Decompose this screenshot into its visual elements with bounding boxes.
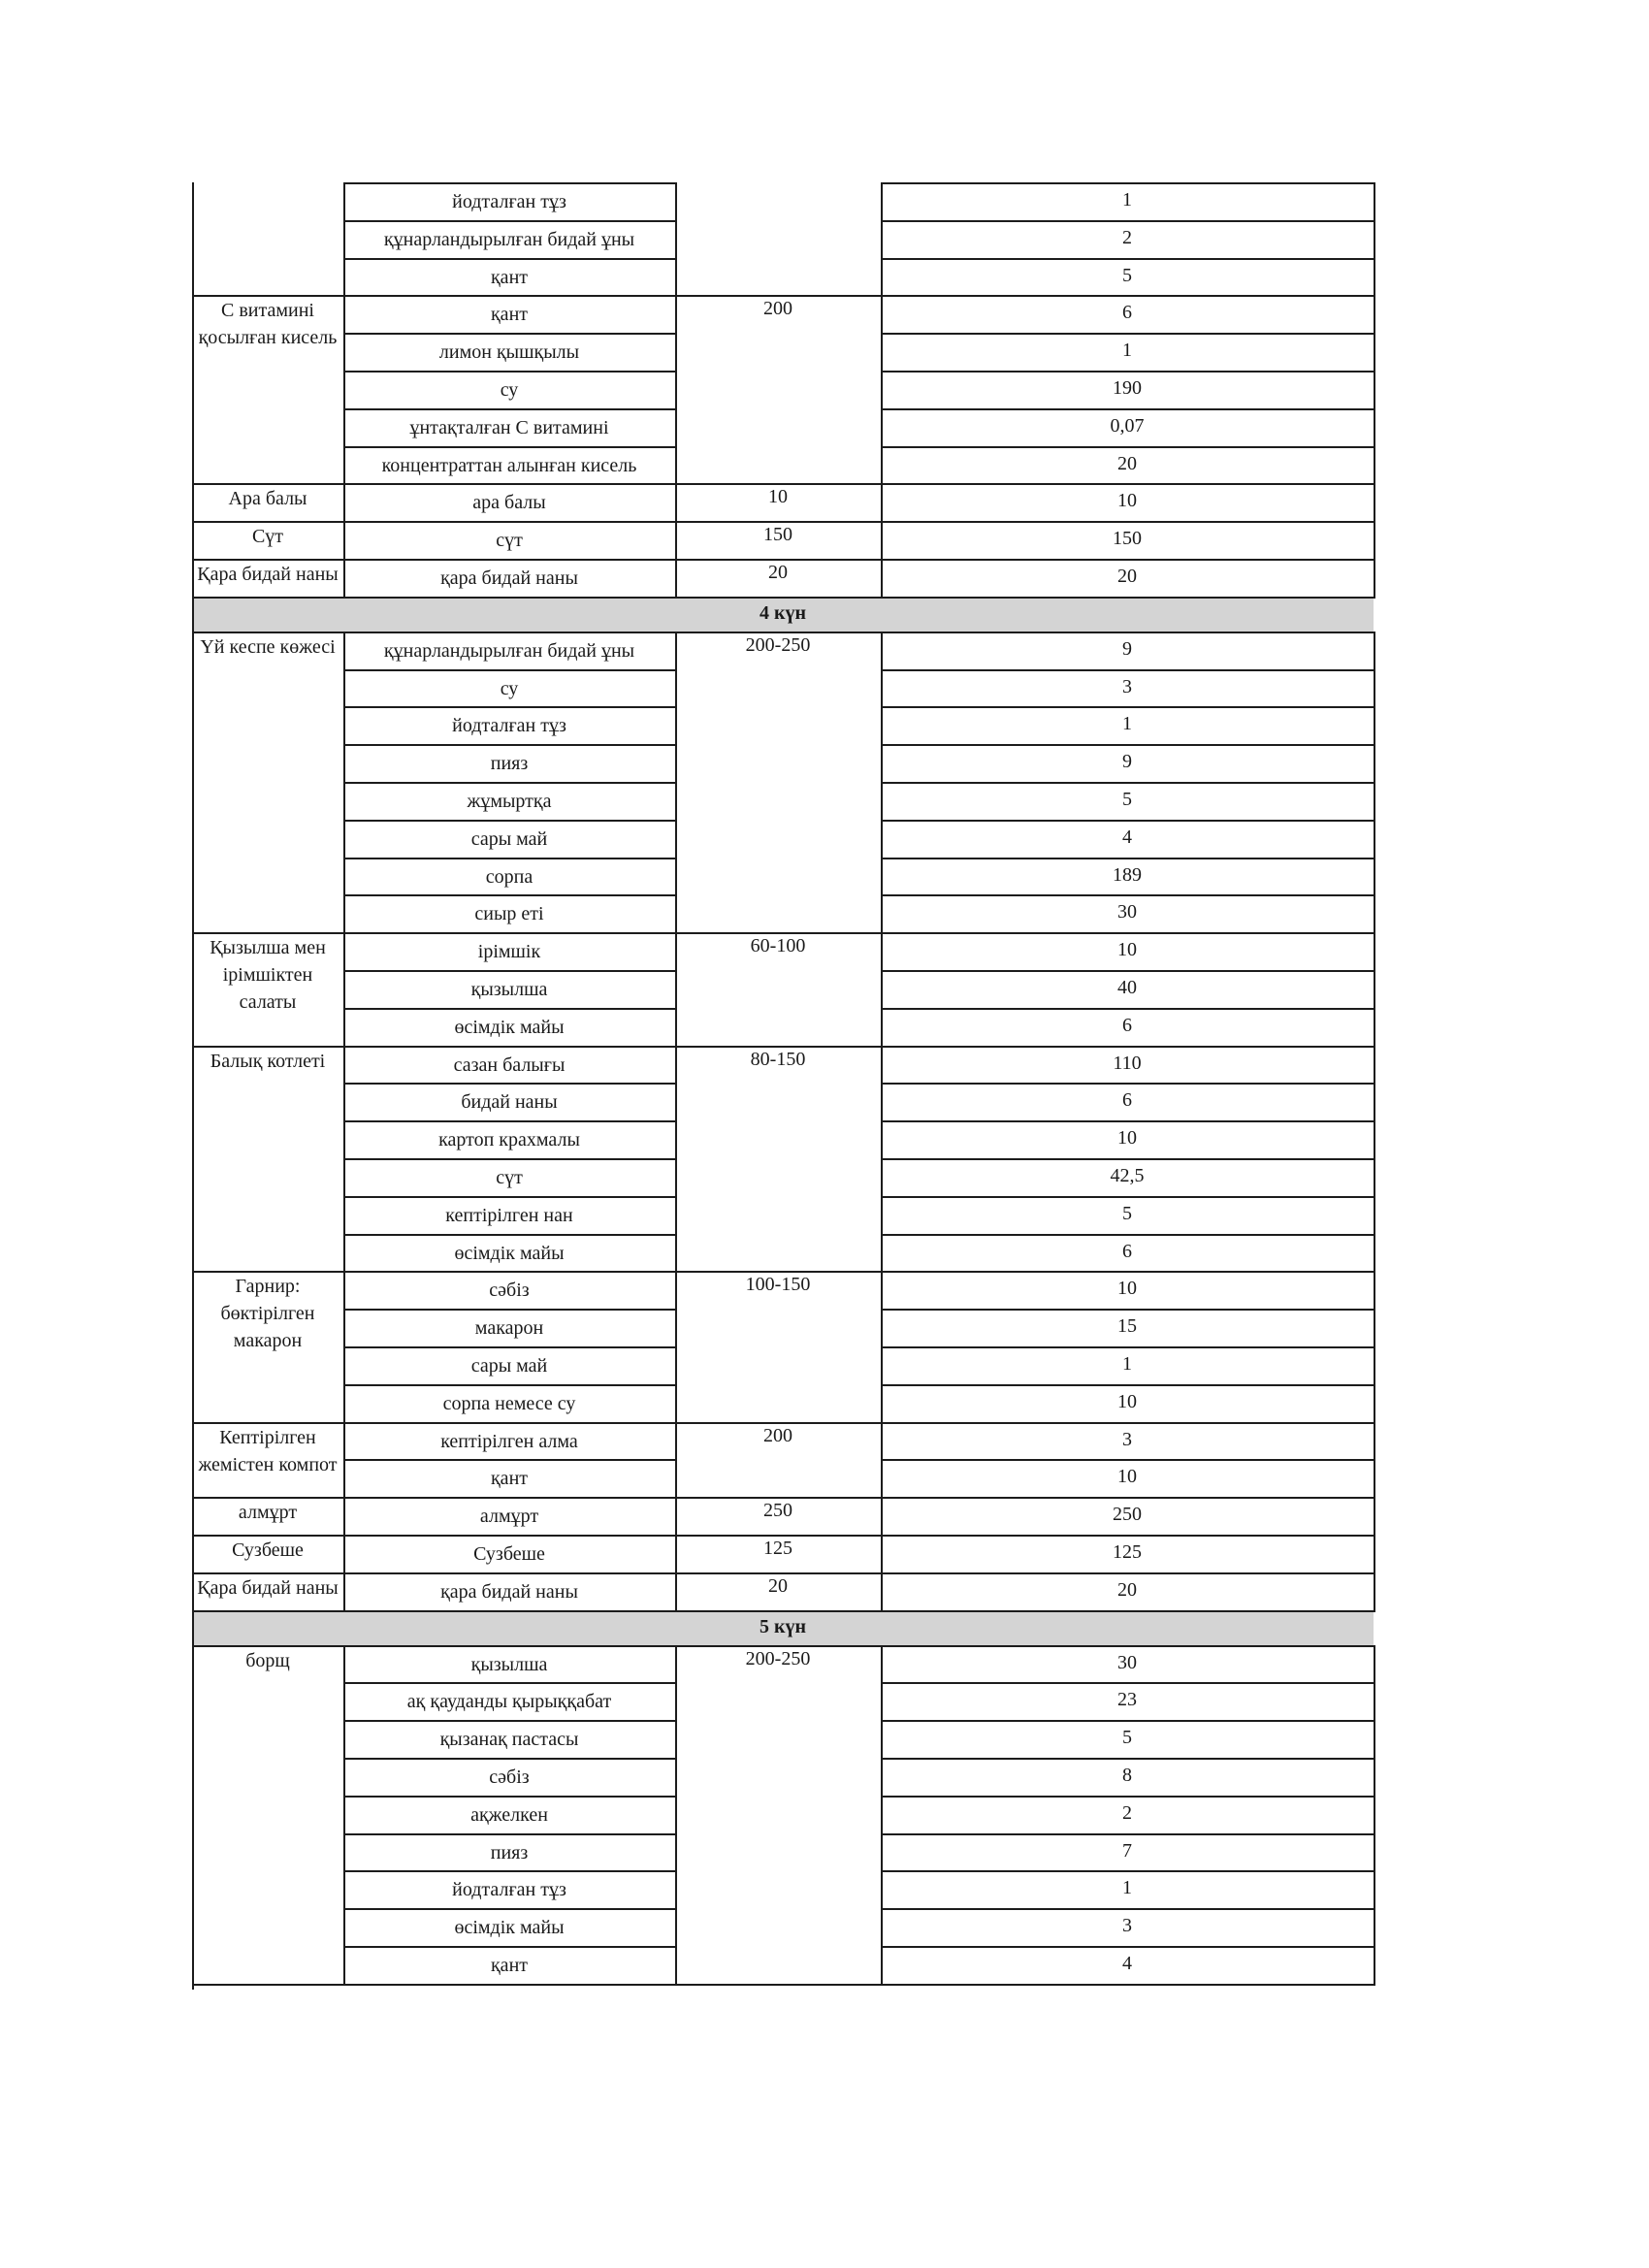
ingredient-cell-border (343, 744, 677, 746)
amount-cell-border (881, 1234, 1375, 1236)
ingredient-cell-border (343, 932, 677, 934)
ingredient-amount: 4 (1122, 1953, 1132, 1974)
amount-cell-border (881, 1833, 1375, 1835)
amount-left-border (881, 182, 883, 297)
amount-left-border (881, 1535, 883, 1574)
ingredient-amount: 8 (1122, 1765, 1132, 1786)
ingredient-left-border (343, 182, 345, 297)
dish-portion: 125 (763, 1538, 792, 1559)
ingredient-cell-border (343, 1720, 677, 1722)
ingredient-name: кептірілген алма (440, 1430, 578, 1452)
ingredient-name: қант (490, 266, 529, 288)
ingredient-cell-border (343, 1535, 677, 1537)
ingredient-cell-border (343, 1758, 677, 1760)
ingredient-amount: 6 (1122, 302, 1132, 324)
ingredient-name: сорпа немесе су (442, 1392, 576, 1414)
ingredient-amount: 10 (1117, 1390, 1137, 1412)
ingredient-amount: 1 (1122, 340, 1132, 362)
ingredient-amount: 1 (1122, 1877, 1132, 1899)
amount-cell-border (881, 1720, 1375, 1722)
ingredient-name: сазан балығы (453, 1053, 566, 1076)
ingredient-amount: 9 (1122, 637, 1132, 660)
ingredient-amount: 6 (1122, 1014, 1132, 1036)
ingredient-cell-border (343, 1497, 677, 1499)
ingredient-cell-border (343, 1083, 677, 1085)
ingredient-cell-border (343, 858, 677, 859)
ingredient-left-border (343, 1535, 345, 1574)
amount-right-border (1374, 295, 1375, 485)
ingredient-amount: 5 (1122, 1202, 1132, 1224)
ingredient-cell-border (343, 483, 677, 485)
dish-portion: 150 (763, 524, 792, 546)
ingredient-cell-border (343, 220, 677, 222)
ingredient-left-border (343, 1572, 345, 1612)
ingredient-right-border (675, 1422, 677, 1500)
ingredient-cell-border (343, 521, 677, 523)
amount-cell-border (881, 932, 1375, 934)
amount-cell-border (881, 1758, 1375, 1760)
dish-name: Сузбеше (232, 1539, 304, 1561)
amount-cell-border (881, 1083, 1375, 1085)
dish-portion: 200-250 (745, 1647, 811, 1669)
ingredient-amount: 150 (1113, 528, 1142, 550)
ingredient-left-border (343, 1422, 345, 1500)
ingredient-amount: 1 (1122, 189, 1132, 211)
dish-name: Қызылша мен ірімшіктен салаты (210, 937, 326, 1014)
day-band-top-border (192, 1610, 1375, 1612)
amount-cell-border (881, 446, 1375, 448)
amount-left-border (881, 932, 883, 1047)
ingredient-name: өсімдік майы (454, 1016, 565, 1038)
ingredient-amount: 2 (1122, 1801, 1132, 1824)
ingredient-name: өсімдік майы (454, 1242, 565, 1264)
ingredient-amount: 1 (1122, 713, 1132, 735)
ingredient-cell-border (343, 1008, 677, 1010)
dish-portion: 200-250 (745, 633, 811, 656)
amount-cell-border (881, 632, 1375, 633)
ingredient-cell-border (343, 820, 677, 822)
dish-portion: 200 (763, 1424, 792, 1446)
ingredient-cell-border (343, 970, 677, 972)
amount-cell-border (881, 1120, 1375, 1122)
ingredient-left-border (343, 483, 345, 523)
ingredient-amount: 20 (1117, 566, 1137, 587)
ingredient-name: қант (490, 304, 529, 326)
amount-cell-border (881, 408, 1375, 410)
ingredient-right-border (675, 521, 677, 561)
ingredient-name: қант (490, 1468, 529, 1490)
dish-name: Кептірілген жемістен компот (198, 1426, 338, 1475)
ingredient-amount: 10 (1117, 1466, 1137, 1488)
dish-name: алмұрт (238, 1502, 298, 1524)
ingredient-amount: 20 (1117, 452, 1137, 474)
ingredient-amount: 10 (1117, 1127, 1137, 1150)
amount-cell-border (881, 1046, 1375, 1048)
ingredient-cell-border (343, 295, 677, 297)
amount-cell-border (881, 1946, 1375, 1948)
ingredient-cell-border (343, 1870, 677, 1872)
ingredient-name: қара бидай наны (440, 567, 578, 589)
ingredient-cell-border (343, 632, 677, 633)
ingredient-right-border (675, 483, 677, 523)
ingredient-name: ірімшік (477, 941, 541, 963)
day-band-top-border (192, 597, 1375, 599)
amount-left-border (881, 1497, 883, 1537)
ingredient-amount: 23 (1117, 1689, 1137, 1711)
amount-left-border (881, 632, 883, 934)
amount-right-border (1374, 1572, 1375, 1612)
ingredient-name: алмұрт (479, 1506, 539, 1528)
amount-left-border (881, 1572, 883, 1612)
dish-portion: 100-150 (745, 1274, 811, 1296)
amount-right-border (1374, 559, 1375, 599)
day-label: 5 күн (759, 1615, 807, 1637)
amount-cell-border (881, 1682, 1375, 1684)
ingredient-amount: 40 (1117, 977, 1137, 998)
dish-name: борщ (245, 1649, 290, 1671)
ingredient-cell-border (343, 706, 677, 708)
ingredient-name: йодталған тұз (452, 1879, 566, 1901)
ingredient-name: картоп крахмалы (438, 1129, 580, 1151)
amount-cell-border (881, 1196, 1375, 1198)
ingredient-left-border (343, 295, 345, 485)
amount-cell-border (881, 706, 1375, 708)
ingredient-amount: 10 (1117, 490, 1137, 512)
amount-cell-border (881, 1870, 1375, 1872)
portion-cell-border (675, 1984, 881, 1986)
dish-name: Үй кеспе көжесі (200, 635, 336, 658)
ingredient-cell-border (343, 371, 677, 373)
amount-right-border (1374, 632, 1375, 934)
ingredient-cell-border (343, 1309, 677, 1311)
amount-cell-border (881, 1572, 1375, 1574)
ingredient-amount: 7 (1122, 1839, 1132, 1862)
amount-cell-border (881, 970, 1375, 972)
ingredient-cell-border (343, 408, 677, 410)
ingredient-amount: 125 (1113, 1541, 1142, 1563)
ingredient-right-border (675, 182, 677, 297)
amount-right-border (1374, 1497, 1375, 1537)
amount-cell-border (881, 220, 1375, 222)
ingredient-name: сорпа (485, 865, 534, 888)
dish-cell-border (192, 1984, 343, 1986)
amount-cell-border (881, 1497, 1375, 1499)
amount-cell-border (881, 782, 1375, 784)
ingredient-cell-border (343, 1682, 677, 1684)
amount-cell-border (881, 1984, 1375, 1986)
amount-cell-border (881, 258, 1375, 260)
ingredient-name: ақ қауданды қырыққабат (406, 1691, 612, 1713)
ingredient-cell-border (343, 1645, 677, 1647)
amount-cell-border (881, 1422, 1375, 1424)
amount-right-border (1374, 932, 1375, 1047)
ingredient-right-border (675, 932, 677, 1047)
ingredient-cell-border (343, 1046, 677, 1048)
amount-cell-border (881, 559, 1375, 561)
amount-right-border (1374, 1422, 1375, 1500)
ingredient-name: сәбіз (489, 1280, 530, 1302)
ingredient-amount: 5 (1122, 789, 1132, 810)
amount-cell-border (881, 1908, 1375, 1910)
dish-name: Ара балы (228, 488, 307, 510)
ingredient-cell-border (343, 1946, 677, 1948)
ingredient-cell-border (343, 669, 677, 671)
amount-cell-border (881, 295, 1375, 297)
ingredient-name: су (500, 677, 519, 699)
ingredient-cell-border (343, 559, 677, 561)
ingredient-right-border (675, 559, 677, 599)
ingredient-name: лимон қышқылы (438, 341, 580, 364)
amount-cell-border (881, 1535, 1375, 1537)
ingredient-cell-border (343, 782, 677, 784)
ingredient-cell-border (343, 1459, 677, 1461)
ingredient-amount: 250 (1113, 1504, 1142, 1526)
ingredient-name: макарон (474, 1317, 544, 1340)
ingredient-cell-border (343, 1572, 677, 1574)
ingredient-amount: 10 (1117, 939, 1137, 961)
amount-right-border (1374, 1645, 1375, 1986)
amount-cell-border (881, 333, 1375, 335)
ingredient-cell-border (343, 1234, 677, 1236)
amount-cell-border (881, 521, 1375, 523)
ingredient-amount: 5 (1122, 1727, 1132, 1749)
table-left-border (192, 182, 194, 1990)
ingredient-name: сүт (496, 1167, 523, 1188)
amount-left-border (881, 483, 883, 523)
ingredient-name: бидай наны (461, 1091, 558, 1114)
ingredient-left-border (343, 559, 345, 599)
ingredient-name: сәбіз (489, 1766, 530, 1788)
amount-cell-border (881, 1309, 1375, 1311)
ingredient-cell-border (343, 1120, 677, 1122)
amount-cell-border (881, 1346, 1375, 1348)
dish-portion: 10 (768, 486, 788, 508)
ingredient-amount: 10 (1117, 1278, 1137, 1300)
ingredient-cell-border (343, 446, 677, 448)
ingredient-right-border (675, 295, 677, 485)
amount-left-border (881, 1271, 883, 1423)
ingredient-cell-border (343, 1984, 677, 1986)
ingredient-name: құнарландырылған бидай ұны (383, 639, 635, 662)
ingredient-left-border (343, 932, 345, 1047)
ingredient-amount: 30 (1117, 1651, 1137, 1673)
ingredient-cell-border (343, 1833, 677, 1835)
amount-cell-border (881, 894, 1375, 896)
ingredient-amount: 1 (1122, 1353, 1132, 1375)
amount-left-border (881, 1645, 883, 1986)
dish-name: Гарнир: бөктірілген макарон (220, 1276, 315, 1352)
ingredient-left-border (343, 1645, 345, 1986)
ingredient-amount: 189 (1113, 863, 1142, 886)
dish-name: Балық котлеті (210, 1050, 326, 1072)
dish-portion: 20 (768, 1574, 788, 1597)
ingredient-amount: 42,5 (1110, 1165, 1145, 1186)
day-label: 4 күн (759, 601, 807, 624)
ingredient-amount: 3 (1122, 1428, 1132, 1450)
dish-name: Сүт (251, 526, 284, 548)
amount-cell-border (881, 1796, 1375, 1798)
ingredient-right-border (675, 1645, 677, 1986)
amount-left-border (881, 521, 883, 561)
ingredient-amount: 190 (1113, 377, 1142, 399)
ingredient-name: Сузбеше (473, 1543, 545, 1565)
ingredient-left-border (343, 521, 345, 561)
amount-right-border (1374, 1046, 1375, 1274)
ingredient-name: сары май (470, 827, 548, 850)
dish-name: С витамині қосылған кисель (198, 300, 338, 349)
amount-left-border (881, 559, 883, 599)
ingredient-cell-border (343, 258, 677, 260)
amount-cell-border (881, 744, 1375, 746)
ingredient-left-border (343, 1046, 345, 1274)
ingredient-cell-border (343, 894, 677, 896)
amount-cell-border (881, 1271, 1375, 1273)
amount-left-border (881, 1046, 883, 1274)
ingredient-amount: 4 (1122, 826, 1132, 848)
ingredient-amount: 30 (1117, 901, 1137, 923)
ingredient-name: қызылша (470, 979, 548, 1000)
ingredient-amount: 110 (1113, 1052, 1142, 1074)
ingredient-amount: 6 (1122, 1240, 1132, 1262)
ingredient-name: су (500, 379, 519, 401)
ingredient-amount: 6 (1122, 1089, 1132, 1112)
ingredient-left-border (343, 1497, 345, 1537)
dish-name: Қара бидай наны (197, 564, 339, 585)
ingredient-name: қызылша (470, 1653, 548, 1675)
ingredient-amount: 2 (1122, 226, 1132, 248)
amount-cell-border (881, 1008, 1375, 1010)
ingredient-name: сиыр еті (474, 903, 544, 925)
ingredient-right-border (675, 1046, 677, 1274)
ingredient-amount: 5 (1122, 264, 1132, 286)
ingredient-amount: 20 (1117, 1578, 1137, 1601)
ingredient-right-border (675, 1271, 677, 1423)
amount-right-border (1374, 521, 1375, 561)
ingredient-cell-border (343, 1796, 677, 1798)
dish-portion: 200 (763, 298, 792, 320)
ingredient-cell-border (343, 1158, 677, 1160)
ingredient-name: ақжелкен (470, 1803, 548, 1826)
ingredient-cell-border (343, 182, 677, 184)
ingredient-cell-border (343, 1271, 677, 1273)
ingredient-name: пияз (490, 1841, 529, 1863)
amount-cell-border (881, 820, 1375, 822)
ingredient-amount: 9 (1122, 751, 1132, 773)
amount-cell-border (881, 1459, 1375, 1461)
ingredient-cell-border (343, 1196, 677, 1198)
ingredient-amount: 3 (1122, 675, 1132, 697)
ingredient-left-border (343, 632, 345, 934)
ingredient-name: йодталған тұз (452, 715, 566, 737)
ingredient-name: сары май (470, 1355, 548, 1377)
amount-left-border (881, 1422, 883, 1500)
ingredient-left-border (343, 1271, 345, 1423)
ingredient-cell-border (343, 1384, 677, 1386)
ingredient-name: ұнтақталған С витамині (409, 416, 609, 438)
ingredient-name: пияз (490, 753, 529, 775)
ingredient-name: кептірілген нан (445, 1204, 573, 1226)
ingredient-amount: 15 (1117, 1315, 1137, 1338)
amount-cell-border (881, 483, 1375, 485)
ingredient-name: йодталған тұз (452, 191, 566, 212)
amount-right-border (1374, 483, 1375, 523)
amount-cell-border (881, 182, 1375, 184)
amount-right-border (1374, 182, 1375, 297)
ingredient-name: қант (490, 1955, 529, 1976)
dish-portion: 80-150 (750, 1048, 806, 1070)
dish-portion: 60-100 (750, 935, 806, 957)
dish-portion: 20 (768, 562, 788, 583)
amount-cell-border (881, 371, 1375, 373)
amount-cell-border (881, 669, 1375, 671)
ingredient-right-border (675, 632, 677, 934)
ingredient-name: құнарландырылған бидай ұны (383, 228, 635, 250)
amount-cell-border (881, 1384, 1375, 1386)
ingredient-right-border (675, 1497, 677, 1537)
ingredient-cell-border (343, 1422, 677, 1424)
ingredient-name: сүт (496, 530, 523, 552)
amount-cell-border (881, 858, 1375, 859)
amount-right-border (1374, 1535, 1375, 1574)
ingredient-right-border (675, 1535, 677, 1574)
ingredient-name: қызанақ пастасы (439, 1729, 579, 1751)
amount-left-border (881, 295, 883, 485)
ingredient-name: қара бидай наны (440, 1580, 578, 1603)
ingredient-name: концентраттан алынған кисель (381, 454, 637, 476)
ingredient-amount: 0,07 (1110, 414, 1145, 437)
ingredient-cell-border (343, 333, 677, 335)
ingredient-amount: 3 (1122, 1915, 1132, 1937)
ingredient-cell-border (343, 1908, 677, 1910)
ingredient-name: ара балы (472, 492, 546, 514)
ingredient-cell-border (343, 1346, 677, 1348)
amount-cell-border (881, 1645, 1375, 1647)
amount-cell-border (881, 1158, 1375, 1160)
amount-right-border (1374, 1271, 1375, 1423)
dish-name: Қара бидай наны (197, 1576, 339, 1599)
ingredient-name: жұмыртқа (467, 791, 552, 812)
dish-portion: 250 (763, 1500, 792, 1522)
ingredient-right-border (675, 1572, 677, 1612)
ingredient-name: өсімдік майы (454, 1917, 565, 1939)
